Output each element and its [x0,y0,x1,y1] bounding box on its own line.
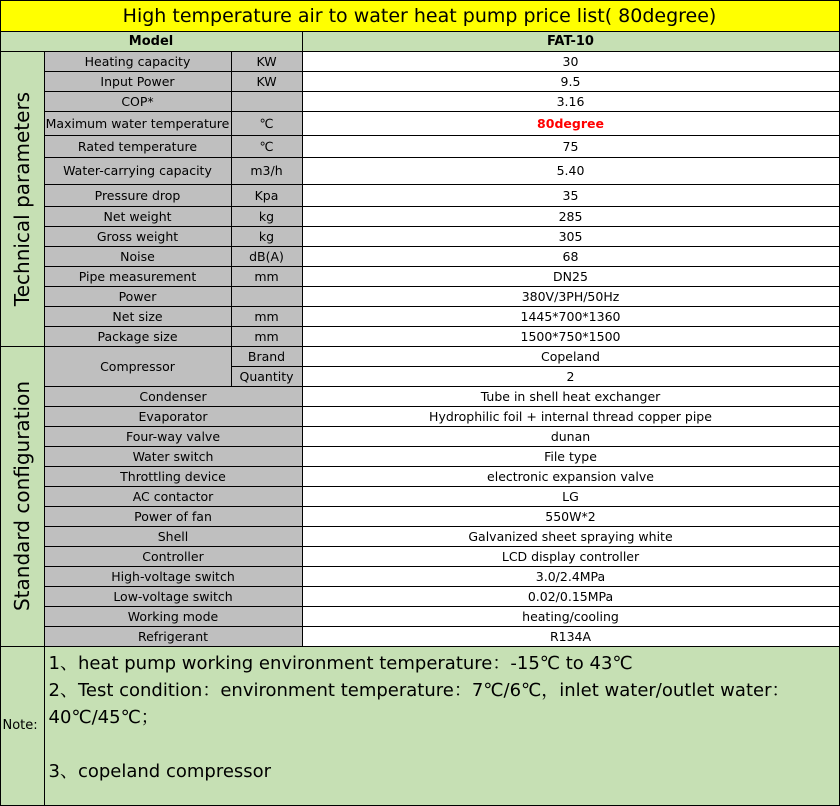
config-value: Galvanized sheet spraying white [302,526,840,547]
param-unit: mm [231,306,303,327]
param-unit: kg [231,206,303,227]
param-unit [231,91,303,112]
param-label: Pipe measurement [44,266,232,287]
config-value: 3.0/2.4MPa [302,566,840,587]
param-label: Maximum water temperature [44,111,232,136]
param-unit: Kpa [231,184,303,207]
param-value: 5.40 [302,157,840,185]
config-label: Shell [44,526,303,547]
compressor-quantity-value: 2 [302,366,840,387]
param-value: 1500*750*1500 [302,326,840,347]
config-label: AC contactor [44,486,303,507]
config-label: Throttling device [44,466,303,487]
param-value: 1445*700*1360 [302,306,840,327]
note-spacer [49,731,835,758]
config-label: Evaporator [44,406,303,427]
param-value: 380V/3PH/50Hz [302,286,840,307]
config-value: heating/cooling [302,606,840,627]
config-label: Working mode [44,606,303,627]
param-value: 285 [302,206,840,227]
config-value: 0.02/0.15MPa [302,586,840,607]
param-label: Input Power [44,71,232,92]
param-label: Rated temperature [44,135,232,158]
param-unit: mm [231,266,303,287]
param-label: Pressure drop [44,184,232,207]
note-label: Note: [0,646,45,806]
config-label: Controller [44,546,303,567]
param-value: DN25 [302,266,840,287]
model-value: FAT-10 [302,31,840,52]
param-label: COP* [44,91,232,112]
param-unit: dB(A) [231,246,303,267]
param-label: Net weight [44,206,232,227]
config-label: Water switch [44,446,303,467]
note-line: 1、heat pump working environment temperature：-15℃ to 43℃ [48,652,633,674]
param-value: 305 [302,226,840,247]
technical-group-label-cell [0,51,45,347]
config-value: LCD display controller [302,546,840,567]
param-label: Noise [44,246,232,267]
compressor-brand-label: Brand [231,346,303,367]
config-value: File type [302,446,840,467]
technical-group-label: Technical parameters [10,91,35,306]
config-value: Tube in shell heat exchanger [302,386,840,407]
param-label: Heating capacity [44,51,232,72]
param-label: Power [44,286,232,307]
param-unit: KW [231,71,303,92]
param-value: 3.16 [302,91,840,112]
config-value: 550W*2 [302,506,840,527]
config-label: Four-way valve [44,426,303,447]
param-label: Gross weight [44,226,232,247]
config-label: Refrigerant [44,626,303,647]
note-line: 3、copeland compressor [48,760,272,782]
standard-group-label-cell [0,346,45,647]
config-value: LG [302,486,840,507]
note-content [44,646,840,806]
note-line: 2、Test condition：environment temperature：7℃/6℃，inlet water/outlet water：40℃/45℃； [48,679,790,728]
param-label: Water-carrying capacity [44,157,232,185]
param-value: 80degree [302,111,840,136]
standard-group-label: Standard configuration [10,380,35,612]
config-label: High-voltage switch [44,566,303,587]
compressor-brand-value: Copeland [302,346,840,367]
compressor-label: Compressor [44,346,232,387]
param-value: 68 [302,246,840,267]
config-value: dunan [302,426,840,447]
config-label: Condenser [44,386,303,407]
param-value: 35 [302,184,840,207]
param-value: 9.5 [302,71,840,92]
page-title: High temperature air to water heat pump price list( 80degree) [0,0,840,32]
model-label: Model [0,31,303,52]
param-unit: ℃ [231,111,303,136]
param-unit: ℃ [231,135,303,158]
config-label: Low-voltage switch [44,586,303,607]
config-label: Power of fan [44,506,303,527]
param-label: Net size [44,306,232,327]
param-unit: m3/h [231,157,303,185]
config-value: Hydrophilic foil + internal thread copper pipe [302,406,840,427]
param-unit: mm [231,326,303,347]
config-value: R134A [302,626,840,647]
param-unit: KW [231,51,303,72]
compressor-quantity-label: Quantity [231,366,303,387]
param-unit [231,286,303,307]
param-unit: kg [231,226,303,247]
param-value: 30 [302,51,840,72]
param-value: 75 [302,135,840,158]
param-label: Package size [44,326,232,347]
config-value: electronic expansion valve [302,466,840,487]
